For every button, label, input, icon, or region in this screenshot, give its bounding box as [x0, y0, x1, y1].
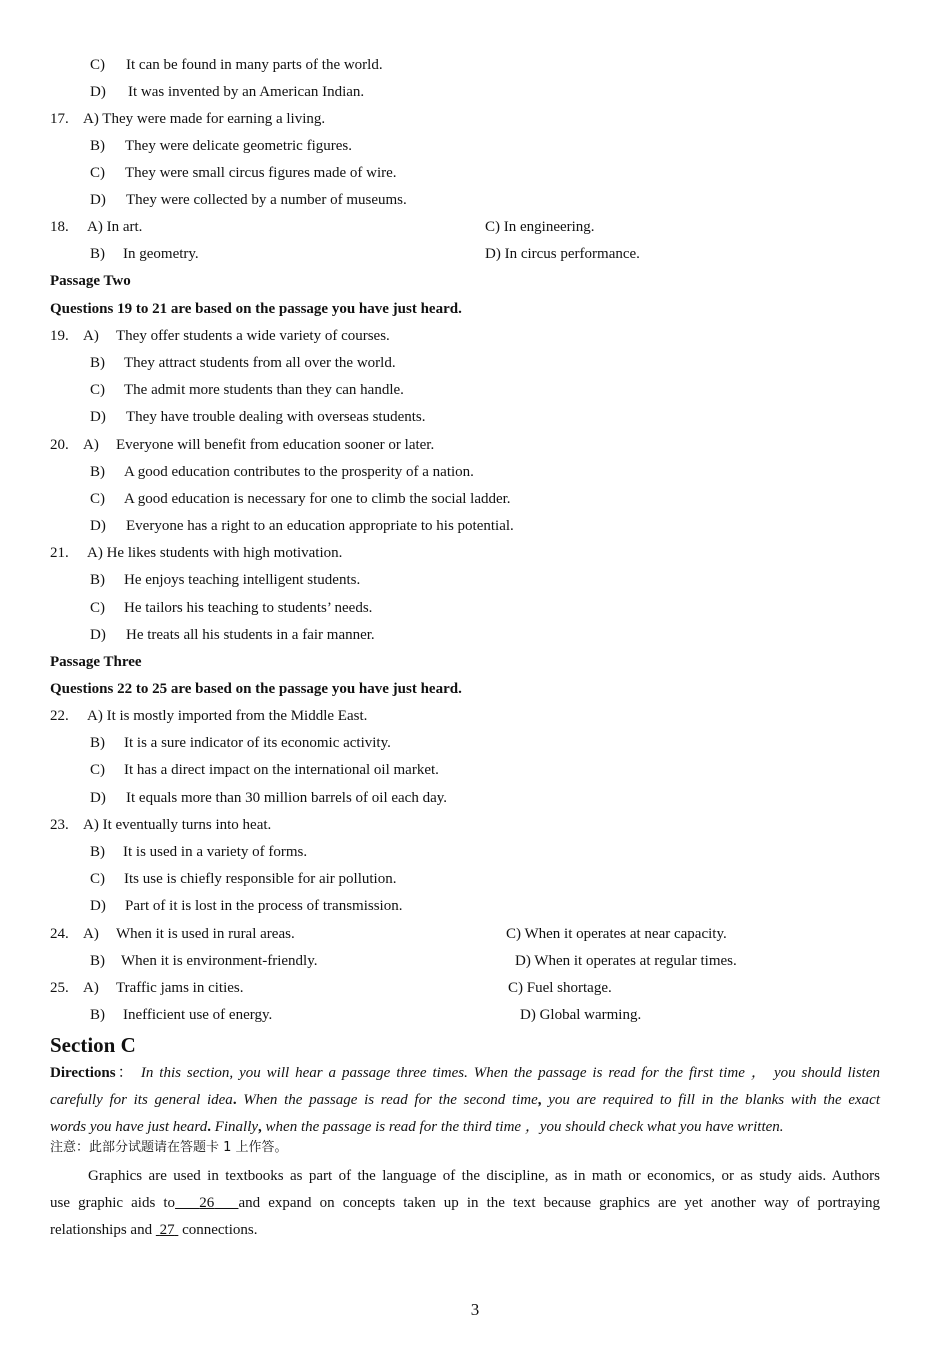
- option-text: The admit more students than they can handle.: [124, 382, 404, 398]
- question-number: 22.: [50, 708, 69, 724]
- option-text: He enjoys teaching intelligent students.: [124, 572, 361, 588]
- option-18-a: A) In art.: [87, 219, 143, 235]
- option-label: A): [83, 926, 99, 942]
- option-label: C): [90, 165, 105, 181]
- option-label: B): [90, 355, 105, 371]
- option-text: Its use is chiefly responsible for air pollution.: [124, 871, 397, 887]
- question-24: [50, 924, 295, 944]
- option-16-d: [90, 82, 364, 102]
- option-17-c: [90, 163, 397, 183]
- question-25: [50, 978, 244, 998]
- option-text: He tailors his teaching to students’ needs.: [124, 600, 373, 616]
- option-label: B): [90, 464, 105, 480]
- option-25-c: C) Fuel shortage.: [508, 980, 612, 996]
- option-23-d: [90, 896, 402, 916]
- directions-text-2d: ,: [537, 1092, 549, 1108]
- passage-three-title: Passage Three: [50, 654, 142, 670]
- option-text: They attract students from all over the world.: [124, 355, 396, 371]
- option-25-b: [90, 1005, 272, 1025]
- option-label: B): [90, 844, 105, 860]
- option-23-c: [90, 869, 396, 889]
- option-label: C): [90, 762, 105, 778]
- option-text: They were collected by a number of museums.: [126, 192, 407, 208]
- option-24-a: When it is used in rural areas.: [116, 926, 295, 942]
- directions-text-2b: .: [232, 1092, 244, 1108]
- option-17-d: [90, 190, 407, 210]
- option-text: When it is environment-friendly.: [121, 953, 318, 969]
- question-20: [50, 435, 434, 455]
- directions-text-3e: when the passage is read for the third time ，you should check what you have written.: [265, 1119, 784, 1135]
- option-25-d: D) Global warming.: [520, 1007, 642, 1023]
- question-23: [50, 815, 271, 835]
- option-label: A): [83, 437, 99, 453]
- question-number: 21.: [50, 545, 69, 561]
- option-22-a: A) It is mostly imported from the Middle East.: [87, 708, 368, 724]
- option-text: Part of it is lost in the process of transmission.: [125, 898, 403, 914]
- option-label: A): [83, 980, 99, 996]
- option-text: A good education contributes to the prosperity of a nation.: [124, 464, 474, 480]
- option-label: D): [90, 192, 106, 208]
- question-number: 18.: [50, 219, 69, 235]
- option-19-a: They offer students a wide variety of courses.: [116, 328, 390, 344]
- question-number: 20.: [50, 437, 69, 453]
- directions-text-3c: Finally: [214, 1119, 259, 1135]
- directions-text-3a: words you have just heard: [50, 1119, 208, 1135]
- option-16-c: [90, 55, 383, 75]
- option-24-b: [90, 951, 317, 971]
- option-19-c: [90, 380, 404, 400]
- directions-label: Directions: [50, 1065, 116, 1081]
- directions-line-2: [50, 1090, 880, 1110]
- option-label: C): [90, 57, 105, 73]
- option-label: D): [90, 790, 106, 806]
- option-18-c: C) In engineering.: [485, 219, 595, 235]
- directions-line-1: [50, 1063, 880, 1083]
- option-19-b: [90, 353, 396, 373]
- option-20-c: [90, 489, 511, 509]
- directions-line-3: [50, 1117, 784, 1137]
- option-text: They were delicate geometric figures.: [125, 138, 352, 154]
- directions-text-2a: carefully for its general idea: [50, 1092, 233, 1108]
- option-text: He treats all his students in a fair manner.: [126, 627, 375, 643]
- option-text: They have trouble dealing with overseas students.: [126, 409, 426, 425]
- question-number: 23.: [50, 817, 69, 833]
- passage-two-title: Passage Two: [50, 273, 131, 289]
- option-label: D): [90, 84, 106, 100]
- question-18: [50, 217, 142, 237]
- option-22-d: [90, 788, 447, 808]
- option-label: B): [90, 1007, 105, 1023]
- option-20-b: [90, 462, 474, 482]
- option-21-a: A) He likes students with high motivation.: [87, 545, 343, 561]
- option-label: B): [90, 246, 105, 262]
- directions-text-2c: When the passage is read for the second time: [243, 1092, 538, 1108]
- option-25-a: Traffic jams in cities.: [116, 980, 244, 996]
- option-23-a: A) It eventually turns into heat.: [83, 817, 272, 833]
- option-text: It has a direct impact on the international oil market.: [124, 762, 439, 778]
- passage-text-3b: connections.: [182, 1222, 258, 1238]
- passage-text-2a: use graphic aids to: [50, 1195, 176, 1211]
- directions-text-1: In this section, you will hear a passage three times. When the passage is read for the first time ， you should listen: [140, 1065, 880, 1081]
- option-22-c: [90, 760, 439, 780]
- option-20-a: Everyone will benefit from education sooner or later.: [116, 437, 435, 453]
- option-21-b: [90, 570, 360, 590]
- directions-text-3d: ,: [258, 1119, 266, 1135]
- option-label: B): [90, 953, 105, 969]
- passage-line-1: Graphics are used in textbooks as part of the language of the discipline, as in math or economics, or as study aids. Authors: [88, 1168, 880, 1184]
- option-text: It is a sure indicator of its economic activity.: [124, 735, 391, 751]
- option-label: D): [90, 627, 106, 643]
- option-label: B): [90, 572, 105, 588]
- option-label: D): [90, 409, 106, 425]
- option-text: They were small circus figures made of wire.: [125, 165, 397, 181]
- option-text: A good education is necessary for one to climb the social ladder.: [124, 491, 511, 507]
- directions-colon: ：: [115, 1065, 135, 1081]
- option-label: B): [90, 138, 105, 154]
- option-text: Inefficient use of energy.: [123, 1007, 273, 1023]
- option-21-d: [90, 625, 375, 645]
- option-20-d: [90, 516, 514, 536]
- blank-27[interactable]: [156, 1222, 179, 1238]
- question-19: [50, 326, 390, 346]
- passage-two-instruction: Questions 19 to 21 are based on the passage you have just heard.: [50, 301, 462, 317]
- question-number: 19.: [50, 328, 69, 344]
- option-22-b: [90, 733, 391, 753]
- blank-27-number: 27: [159, 1222, 175, 1238]
- passage-line-2: [50, 1193, 880, 1213]
- option-label: B): [90, 735, 105, 751]
- option-18-b: [90, 244, 199, 264]
- directions-text-3b: .: [207, 1119, 215, 1135]
- option-label: D): [90, 898, 106, 914]
- option-text: It was invented by an American Indian.: [128, 84, 365, 100]
- option-24-d: D) When it operates at regular times.: [515, 953, 737, 969]
- option-label: A): [83, 328, 99, 344]
- option-label: D): [90, 518, 106, 534]
- option-text: In geometry.: [123, 246, 199, 262]
- answer-sheet-note: 注意：此部分试题请在答题卡 1 上作答。: [50, 1140, 288, 1155]
- passage-text-2b: and expand on concepts taken up in the text because graphics are yet another way of portraying: [238, 1195, 880, 1211]
- question-17: [50, 109, 325, 129]
- option-23-b: [90, 842, 307, 862]
- question-22: [50, 706, 367, 726]
- option-18-d: D) In circus performance.: [485, 246, 640, 262]
- question-number: 24.: [50, 926, 69, 942]
- option-text: It equals more than 30 million barrels of oil each day.: [126, 790, 448, 806]
- question-number: 17.: [50, 111, 69, 127]
- question-number: 25.: [50, 980, 69, 996]
- passage-three-instruction: Questions 22 to 25 are based on the passage you have just heard.: [50, 681, 462, 697]
- directions-text-2e: you are required to fill in the blanks with the exact: [548, 1092, 880, 1108]
- section-c-title: Section C: [50, 1033, 136, 1057]
- option-text: It is used in a variety of forms.: [123, 844, 308, 860]
- passage-text-3a: relationships and: [50, 1222, 153, 1238]
- option-21-c: [90, 598, 372, 618]
- option-label: C): [90, 382, 105, 398]
- passage-line-3: [50, 1220, 257, 1240]
- option-24-c: C) When it operates at near capacity.: [506, 926, 727, 942]
- option-17-a: A) They were made for earning a living.: [83, 111, 326, 127]
- option-label: C): [90, 871, 105, 887]
- option-label: C): [90, 491, 105, 507]
- option-text: It can be found in many parts of the world.: [126, 57, 383, 73]
- option-text: Everyone has a right to an education appropriate to his potential.: [126, 518, 514, 534]
- blank-26[interactable]: [175, 1195, 238, 1211]
- blank-26-number: 26: [199, 1195, 215, 1211]
- option-17-b: [90, 136, 352, 156]
- question-21: [50, 543, 342, 563]
- option-19-d: [90, 407, 426, 427]
- page-number: 3: [470, 1300, 480, 1319]
- option-label: C): [90, 600, 105, 616]
